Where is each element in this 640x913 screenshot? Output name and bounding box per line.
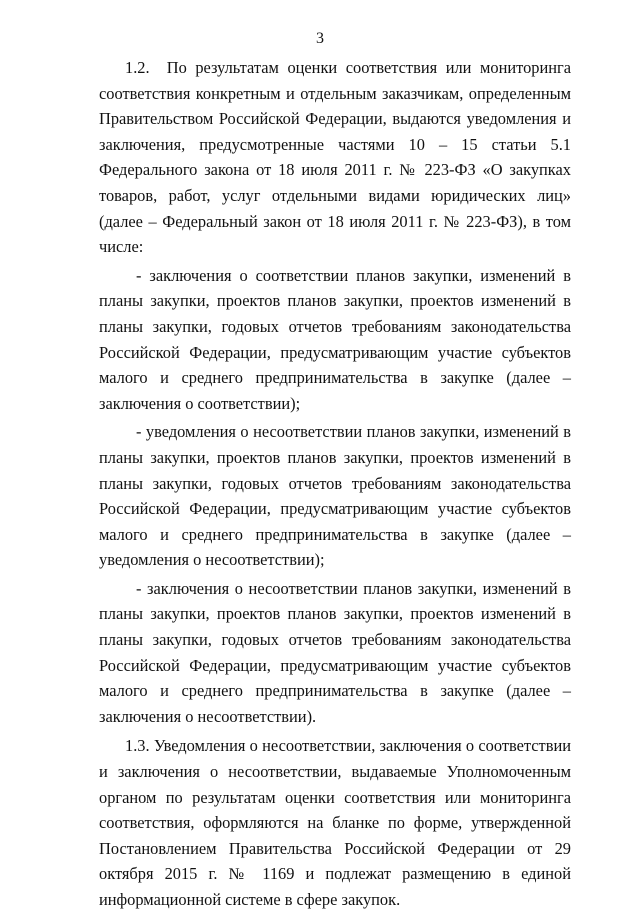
paragraph-1-3: 1.3. Уведомления о несоответствии, заключения о соответствии и заключения о несоответствии, выдаваемые Уполномоченным органом по результатам оценки соответствия или мониторинга соответствия, оформляются на бланке по форме, утвержденной Постановлением Правительства Российской Федерации от 29 октября 2015 г. № 1169 и подлежат размещению в единой информационной системе в сфере закупок. xyxy=(99,736,571,909)
document-body xyxy=(99,55,571,913)
page-number: 3 xyxy=(316,30,324,47)
list-item-conformity-conclusions: - заключения о соответствии планов закупки, изменений в планы закупки, проектов планов закупки, проектов изменений в планы закупки, годовых отчетов требованиям законодательства Российской Федерации, предусматривающим участие субъектов малого и среднего предпринимательства в закупке (далее – заключения о соответствии); xyxy=(99,265,571,413)
list-item-nonconformity-conclusions: - заключения о несоответствии планов закупки, изменений в планы закупки, проектов планов закупки, проектов изменений в планы закупки, годовых отчетов требованиям законодательства Российской Федерации, предусматривающим участие субъектов малого и среднего предпринимательства в закупке (далее – заключения о несоответствии). xyxy=(99,578,571,726)
list-item-nonconformity-notices: - уведомления о несоответствии планов закупки, изменений в планы закупки, проектов планов закупки, проектов изменений в планы закупки, годовых отчетов требованиям законодательства Российской Федерации, предусматривающим участие субъектов малого и среднего предпринимательства в закупке (далее – уведомления о несоответствии); xyxy=(99,422,571,570)
paragraph-1-2: 1.2. По результатам оценки соответствия или мониторинга соответствия конкретным и отдельным заказчикам, определенным Правительством Российской Федерации, выдаются уведомления и заключения, предусмотренные частями 10 – 15 статьи 5.1 Федерального закона от 18 июля 2011 г. № 223-ФЗ «О закупках товаров, работ, услуг отдельными видами юридических лиц» (далее – Федеральный закон от 18 июля 2011 г. № 223-ФЗ), в том числе: xyxy=(99,58,571,257)
